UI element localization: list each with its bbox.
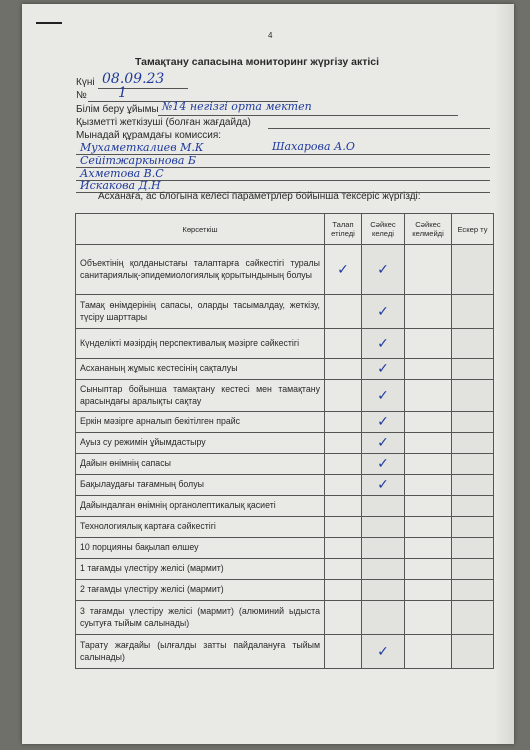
compliant-cell — [362, 580, 405, 601]
required-cell — [325, 380, 362, 412]
table-row — [76, 433, 494, 454]
noncompliant-cell — [405, 475, 452, 496]
table-row — [76, 412, 494, 433]
date-value: 08.09.23 — [102, 71, 165, 87]
commission-member: Шахарова А.О — [272, 140, 355, 153]
note-cell — [452, 433, 494, 454]
note-cell — [452, 359, 494, 380]
noncompliant-cell — [405, 517, 452, 538]
note-cell — [452, 580, 494, 601]
page-number: 4 — [268, 31, 273, 40]
noncompliant-cell — [405, 635, 452, 669]
note-cell — [452, 601, 494, 635]
note-cell — [452, 517, 494, 538]
checkmark-icon: ✓ — [377, 387, 389, 404]
note-cell — [452, 475, 494, 496]
note-cell — [452, 559, 494, 580]
document-page — [22, 4, 514, 744]
indicator-cell: Объектінің қолданыстағы талаптарға сәйкестігі туралы санитариялық-эпидемиологиялық қорытындының болуы — [76, 245, 325, 295]
compliant-cell — [362, 412, 405, 433]
table-row — [76, 359, 494, 380]
indicator-cell: Асхананың жұмыс кестесінің сақталуы — [76, 359, 325, 380]
supplier-label: Қызметті жеткізуші (болған жағдайда) — [76, 117, 251, 128]
note-cell — [452, 496, 494, 517]
indicator-cell: Дайындалған өнімнің органолептикалық қасиеті — [76, 496, 325, 517]
note-cell — [452, 245, 494, 295]
table-row — [76, 601, 494, 635]
table-row — [76, 580, 494, 601]
date-underline — [98, 88, 188, 89]
compliant-cell — [362, 454, 405, 475]
table-row — [76, 475, 494, 496]
header-indicator: Көрсеткіш — [76, 214, 325, 245]
table-row — [76, 517, 494, 538]
school-underline — [158, 115, 458, 116]
checkmark-icon: ✓ — [377, 435, 389, 451]
required-cell — [325, 580, 362, 601]
indicator-cell: Күнделікті мәзірдің перспективалық мәзірге сәйкестігі — [76, 329, 325, 359]
checkmark-icon: ✓ — [377, 261, 389, 278]
table-row — [76, 245, 494, 295]
note-cell — [452, 329, 494, 359]
noncompliant-cell — [405, 380, 452, 412]
header-noncompliant: Сәйкес келмейді — [405, 214, 452, 245]
required-cell — [325, 517, 362, 538]
required-cell — [325, 601, 362, 635]
required-cell — [325, 245, 362, 295]
header-note: Ескер ту — [452, 214, 494, 245]
checkmark-icon: ✓ — [377, 303, 389, 320]
compliant-cell — [362, 475, 405, 496]
compliant-cell — [362, 433, 405, 454]
note-cell — [452, 380, 494, 412]
commission-member: Мухаметкалиев М.К — [80, 141, 204, 154]
indicator-cell: Технологиялық картаға сәйкестігі — [76, 517, 325, 538]
compliant-cell — [362, 245, 405, 295]
table-row — [76, 496, 494, 517]
corner-mark — [36, 22, 62, 24]
indicator-cell: Тарату жағдайы (ылғалды затты пайдалануға тыйым салынады) — [76, 635, 325, 669]
table-row — [76, 559, 494, 580]
required-cell — [325, 635, 362, 669]
note-cell — [452, 295, 494, 329]
number-label: № — [76, 90, 87, 101]
inspection-table — [75, 213, 494, 669]
compliant-cell — [362, 559, 405, 580]
commission-member: Сейітжаркынова Б — [80, 154, 196, 167]
table-row — [76, 454, 494, 475]
indicator-cell: Еркін мәзірге арналып бекітілген прайс — [76, 412, 325, 433]
indicator-cell: Дайын өнімнің сапасы — [76, 454, 325, 475]
table-row — [76, 538, 494, 559]
checkmark-icon: ✓ — [377, 361, 389, 377]
compliant-cell — [362, 538, 405, 559]
noncompliant-cell — [405, 454, 452, 475]
compliant-cell — [362, 295, 405, 329]
indicator-cell: 1 тағамды үлестіру желісі (мармит) — [76, 559, 325, 580]
required-cell — [325, 475, 362, 496]
compliant-cell — [362, 329, 405, 359]
noncompliant-cell — [405, 580, 452, 601]
required-cell — [325, 359, 362, 380]
compliant-cell — [362, 601, 405, 635]
note-cell — [452, 538, 494, 559]
indicator-cell: Бақылаудағы тағамның болуы — [76, 475, 325, 496]
noncompliant-cell — [405, 412, 452, 433]
compliant-cell — [362, 517, 405, 538]
noncompliant-cell — [405, 245, 452, 295]
table-row — [76, 380, 494, 412]
checkmark-icon: ✓ — [377, 643, 389, 660]
checkmark-icon: ✓ — [377, 456, 389, 472]
indicator-cell: 10 порцияны бақылап өлшеу — [76, 538, 325, 559]
noncompliant-cell — [405, 538, 452, 559]
header-required: Талап етіледі — [325, 214, 362, 245]
school-label: Білім беру ұйымы — [76, 104, 159, 115]
noncompliant-cell — [405, 433, 452, 454]
school-value: №14 негізгі орта мектеп — [162, 100, 312, 113]
compliant-cell — [362, 380, 405, 412]
required-cell — [325, 559, 362, 580]
noncompliant-cell — [405, 496, 452, 517]
checkmark-icon: ✓ — [377, 335, 389, 352]
indicator-cell: Ауыз су режимін ұйымдастыру — [76, 433, 325, 454]
commission-member: Ахметова В.С — [80, 167, 164, 180]
table-row — [76, 295, 494, 329]
indicator-cell: 2 тағамды үлестіру желісі (мармит) — [76, 580, 325, 601]
note-cell — [452, 454, 494, 475]
required-cell — [325, 454, 362, 475]
document-title: Тамақтану сапасына мониторинг жүргізу актісі — [134, 56, 380, 68]
required-cell — [325, 295, 362, 329]
date-label: Күні — [76, 77, 95, 88]
commission-member: Искакова Д.Н — [80, 179, 161, 192]
table-row — [76, 329, 494, 359]
paper-edge — [494, 4, 514, 744]
number-value: 1 — [118, 85, 127, 101]
note-cell — [452, 412, 494, 433]
checkmark-icon: ✓ — [377, 414, 389, 430]
required-cell — [325, 412, 362, 433]
commission-label: Мынадай құрамдағы комиссия: — [76, 130, 222, 141]
compliant-cell — [362, 496, 405, 517]
noncompliant-cell — [405, 359, 452, 380]
noncompliant-cell — [405, 559, 452, 580]
indicator-cell: Сыныптар бойынша тамақтану кестесі мен тамақтану арасындағы аралықты сақтау — [76, 380, 325, 412]
required-cell — [325, 538, 362, 559]
header-compliant: Сәйкес келеді — [362, 214, 405, 245]
noncompliant-cell — [405, 329, 452, 359]
table-body — [76, 245, 494, 669]
indicator-cell: 3 тағамды үлестіру желісі (мармит) (алюминий ыдыста суытуға тыйым салынады) — [76, 601, 325, 635]
noncompliant-cell — [405, 295, 452, 329]
noncompliant-cell — [405, 601, 452, 635]
compliant-cell — [362, 635, 405, 669]
table-header-row — [76, 214, 494, 245]
table-row — [76, 635, 494, 669]
required-cell — [325, 329, 362, 359]
indicator-cell: Тамақ өнімдерінің сапасы, оларды тасымалдау, жеткізу, түсіру шарттары — [76, 295, 325, 329]
intro-text: Асханаға, ас блогына келесі параметрлер бойынша тексеріс жүргізді: — [98, 191, 421, 202]
checkmark-icon: ✓ — [337, 261, 349, 278]
compliant-cell — [362, 359, 405, 380]
required-cell — [325, 496, 362, 517]
note-cell — [452, 635, 494, 669]
checkmark-icon: ✓ — [377, 477, 389, 493]
supplier-underline — [268, 128, 490, 129]
required-cell — [325, 433, 362, 454]
